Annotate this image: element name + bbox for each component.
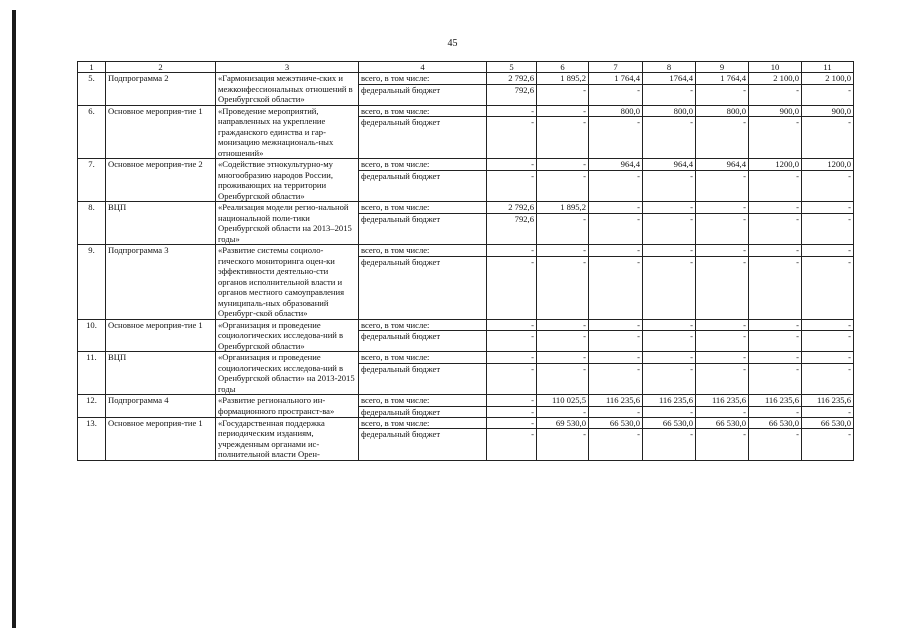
page-margin-bar <box>12 10 16 628</box>
amount-federal: - <box>802 429 854 460</box>
funding-source-total: всего, в том числе: <box>359 395 487 406</box>
amount-federal: - <box>487 170 537 201</box>
amount-total: 116 235,6 <box>802 395 854 406</box>
row-number: 13. <box>78 417 106 460</box>
budget-table <box>77 61 854 461</box>
amount-total: 116 235,6 <box>696 395 749 406</box>
amount-total: - <box>537 245 589 256</box>
amount-total: 66 530,0 <box>589 417 643 428</box>
column-header: 5 <box>487 62 537 73</box>
amount-total: 2 792,6 <box>487 73 537 84</box>
program-name: ВЦП <box>106 352 216 395</box>
funding-source-total: всего, в том числе: <box>359 202 487 213</box>
table-row <box>78 73 854 84</box>
amount-federal: - <box>696 213 749 244</box>
amount-total: - <box>487 417 537 428</box>
amount-total: - <box>537 105 589 116</box>
funding-source-total: всего, в том числе: <box>359 319 487 330</box>
amount-federal: - <box>749 406 802 417</box>
amount-federal: - <box>749 84 802 105</box>
funding-source-federal: федеральный бюджет <box>359 331 487 352</box>
row-number: 6. <box>78 105 106 158</box>
column-header: 2 <box>106 62 216 73</box>
amount-federal: - <box>749 363 802 394</box>
program-title: «Организация и проведение социологических исследова-ний в Оренбургской области» <box>216 319 359 351</box>
amount-federal: - <box>696 429 749 460</box>
column-header: 7 <box>589 62 643 73</box>
program-name: Основное мероприя-тие 1 <box>106 319 216 351</box>
amount-federal: - <box>696 170 749 201</box>
amount-federal: - <box>643 84 696 105</box>
funding-source-federal: федеральный бюджет <box>359 84 487 105</box>
program-name: Основное мероприя-тие 2 <box>106 159 216 202</box>
amount-total: - <box>487 352 537 363</box>
amount-total: - <box>696 245 749 256</box>
amount-federal: - <box>589 256 643 319</box>
column-header: 9 <box>696 62 749 73</box>
amount-federal: - <box>802 406 854 417</box>
amount-total: 964,4 <box>589 159 643 170</box>
column-header: 4 <box>359 62 487 73</box>
amount-federal: 792,6 <box>487 213 537 244</box>
amount-total: 2 100,0 <box>749 73 802 84</box>
page-number: 45 <box>447 38 458 49</box>
amount-federal: - <box>643 331 696 352</box>
amount-federal: - <box>749 331 802 352</box>
amount-federal: - <box>749 256 802 319</box>
amount-total: - <box>487 245 537 256</box>
funding-source-federal: федеральный бюджет <box>359 363 487 394</box>
amount-total: 66 530,0 <box>643 417 696 428</box>
program-title: «Развитие системы социоло-гического мониторинга оцен-ки эффективности деятельно-сти органов исполнительной власти и органов местного самоуправления муниципаль-ных образований Оренбург-ской области» <box>216 245 359 319</box>
amount-federal: - <box>487 429 537 460</box>
amount-federal: - <box>589 84 643 105</box>
funding-source-federal: федеральный бюджет <box>359 213 487 244</box>
amount-total: 116 235,6 <box>749 395 802 406</box>
amount-total: 66 530,0 <box>802 417 854 428</box>
program-title: «Развитие регионального ин-формационного пространст-ва» <box>216 395 359 418</box>
column-header: 6 <box>537 62 589 73</box>
amount-federal: - <box>802 117 854 159</box>
row-number: 5. <box>78 73 106 105</box>
amount-federal: - <box>643 213 696 244</box>
amount-total: 2 100,0 <box>802 73 854 84</box>
amount-total: 1200,0 <box>749 159 802 170</box>
amount-total: 66 530,0 <box>696 417 749 428</box>
amount-total: 69 530,0 <box>537 417 589 428</box>
amount-total: 1764,4 <box>643 73 696 84</box>
amount-total: - <box>749 245 802 256</box>
amount-federal: - <box>749 429 802 460</box>
amount-federal: - <box>643 256 696 319</box>
funding-source-federal: федеральный бюджет <box>359 117 487 159</box>
amount-federal: - <box>802 170 854 201</box>
program-name: Подпрограмма 2 <box>106 73 216 105</box>
amount-total: 1200,0 <box>802 159 854 170</box>
program-name: Подпрограмма 3 <box>106 245 216 319</box>
amount-federal: - <box>696 406 749 417</box>
amount-total: - <box>643 245 696 256</box>
amount-federal: - <box>696 363 749 394</box>
amount-total: 800,0 <box>589 105 643 116</box>
amount-federal: - <box>643 429 696 460</box>
amount-total: - <box>589 245 643 256</box>
program-title: «Содействие этнокультурно-му многообразию народов России, проживающих на территории Оренбургской области» <box>216 159 359 202</box>
amount-federal: - <box>487 117 537 159</box>
amount-total: - <box>802 245 854 256</box>
amount-total: 1 895,2 <box>537 202 589 213</box>
amount-federal: - <box>749 170 802 201</box>
amount-total: - <box>802 319 854 330</box>
program-title: «Реализация модели регио-нальной национальной поли-тики Оренбургской области на 2013–2015 годы» <box>216 202 359 245</box>
funding-source-total: всего, в том числе: <box>359 245 487 256</box>
amount-total: 900,0 <box>802 105 854 116</box>
amount-federal: - <box>749 213 802 244</box>
program-name: Подпрограмма 4 <box>106 395 216 418</box>
amount-federal: - <box>487 363 537 394</box>
amount-federal: - <box>802 84 854 105</box>
amount-federal: - <box>802 331 854 352</box>
amount-total: - <box>802 352 854 363</box>
amount-total: - <box>487 319 537 330</box>
amount-federal: - <box>696 117 749 159</box>
amount-federal: - <box>643 406 696 417</box>
amount-federal: - <box>643 170 696 201</box>
amount-total: - <box>589 202 643 213</box>
amount-total: 900,0 <box>749 105 802 116</box>
amount-total: 116 235,6 <box>589 395 643 406</box>
program-title: «Проведение мероприятий, направленных на укрепление гражданского единства и гар-монизацию межнациональ-ных отношений» <box>216 105 359 158</box>
funding-source-total: всего, в том числе: <box>359 417 487 428</box>
amount-total: - <box>749 202 802 213</box>
amount-total: - <box>802 202 854 213</box>
amount-federal: - <box>537 84 589 105</box>
amount-federal: - <box>537 429 589 460</box>
program-title: «Гармонизация межэтниче-ских и межконфессиональных отношений в Оренбургской области» <box>216 73 359 105</box>
funding-source-total: всего, в том числе: <box>359 73 487 84</box>
amount-total: - <box>487 395 537 406</box>
row-number: 10. <box>78 319 106 351</box>
amount-federal: - <box>537 117 589 159</box>
amount-total: 116 235,6 <box>643 395 696 406</box>
amount-federal: 792,6 <box>487 84 537 105</box>
table-row <box>78 245 854 256</box>
table-row <box>78 352 854 363</box>
amount-total: 1 764,4 <box>696 73 749 84</box>
funding-source-federal: федеральный бюджет <box>359 256 487 319</box>
amount-total: - <box>696 202 749 213</box>
amount-federal: - <box>696 84 749 105</box>
program-name: ВЦП <box>106 202 216 245</box>
amount-total: - <box>589 319 643 330</box>
amount-total: 800,0 <box>643 105 696 116</box>
amount-total: 964,4 <box>643 159 696 170</box>
amount-federal: - <box>487 406 537 417</box>
amount-federal: - <box>696 331 749 352</box>
amount-federal: - <box>537 170 589 201</box>
amount-federal: - <box>589 363 643 394</box>
column-header: 11 <box>802 62 854 73</box>
amount-federal: - <box>802 213 854 244</box>
row-number: 9. <box>78 245 106 319</box>
amount-total: - <box>643 319 696 330</box>
amount-federal: - <box>537 213 589 244</box>
table-row <box>78 417 854 428</box>
amount-federal: - <box>589 213 643 244</box>
funding-source-federal: федеральный бюджет <box>359 406 487 417</box>
amount-total: - <box>537 319 589 330</box>
amount-federal: - <box>487 256 537 319</box>
amount-total: 2 792,6 <box>487 202 537 213</box>
table-header-row <box>78 62 854 73</box>
amount-federal: - <box>589 117 643 159</box>
amount-federal: - <box>487 331 537 352</box>
amount-total: 964,4 <box>696 159 749 170</box>
amount-federal: - <box>589 170 643 201</box>
table-body <box>78 73 854 460</box>
amount-federal: - <box>589 429 643 460</box>
amount-federal: - <box>696 256 749 319</box>
program-title: «Организация и проведение социологических исследова-ний в Оренбургской области» на 2013-2015 годы <box>216 352 359 395</box>
row-number: 8. <box>78 202 106 245</box>
column-header: 1 <box>78 62 106 73</box>
column-header: 3 <box>216 62 359 73</box>
amount-total: - <box>537 352 589 363</box>
row-number: 11. <box>78 352 106 395</box>
amount-federal: - <box>537 363 589 394</box>
amount-federal: - <box>589 406 643 417</box>
funding-source-total: всего, в том числе: <box>359 105 487 116</box>
table-row <box>78 159 854 170</box>
amount-federal: - <box>802 256 854 319</box>
amount-federal: - <box>643 117 696 159</box>
amount-total: - <box>487 159 537 170</box>
column-header: 8 <box>643 62 696 73</box>
amount-federal: - <box>537 331 589 352</box>
amount-federal: - <box>537 256 589 319</box>
amount-federal: - <box>537 406 589 417</box>
amount-total: - <box>643 352 696 363</box>
amount-total: 110 025,5 <box>537 395 589 406</box>
table-row <box>78 202 854 213</box>
funding-source-total: всего, в том числе: <box>359 352 487 363</box>
amount-total: 1 895,2 <box>537 73 589 84</box>
amount-federal: - <box>643 363 696 394</box>
amount-total: - <box>696 352 749 363</box>
amount-total: - <box>537 159 589 170</box>
table-row <box>78 395 854 406</box>
table-row <box>78 105 854 116</box>
row-number: 12. <box>78 395 106 418</box>
table-row <box>78 319 854 330</box>
funding-source-federal: федеральный бюджет <box>359 170 487 201</box>
column-header: 10 <box>749 62 802 73</box>
funding-source-total: всего, в том числе: <box>359 159 487 170</box>
amount-federal: - <box>749 117 802 159</box>
program-title: «Государственная поддержка периодическим изданиям, учрежденным органами ис-полнительной власти Орен- <box>216 417 359 460</box>
amount-federal: - <box>589 331 643 352</box>
amount-total: 1 764,4 <box>589 73 643 84</box>
amount-total: - <box>643 202 696 213</box>
amount-total: - <box>749 352 802 363</box>
row-number: 7. <box>78 159 106 202</box>
amount-total: - <box>749 319 802 330</box>
program-name: Основное мероприя-тие 1 <box>106 105 216 158</box>
amount-total: - <box>696 319 749 330</box>
amount-total: 66 530,0 <box>749 417 802 428</box>
program-name: Основное мероприя-тие 1 <box>106 417 216 460</box>
amount-total: - <box>589 352 643 363</box>
amount-federal: - <box>802 363 854 394</box>
amount-total: 800,0 <box>696 105 749 116</box>
amount-total: - <box>487 105 537 116</box>
funding-source-federal: федеральный бюджет <box>359 429 487 460</box>
